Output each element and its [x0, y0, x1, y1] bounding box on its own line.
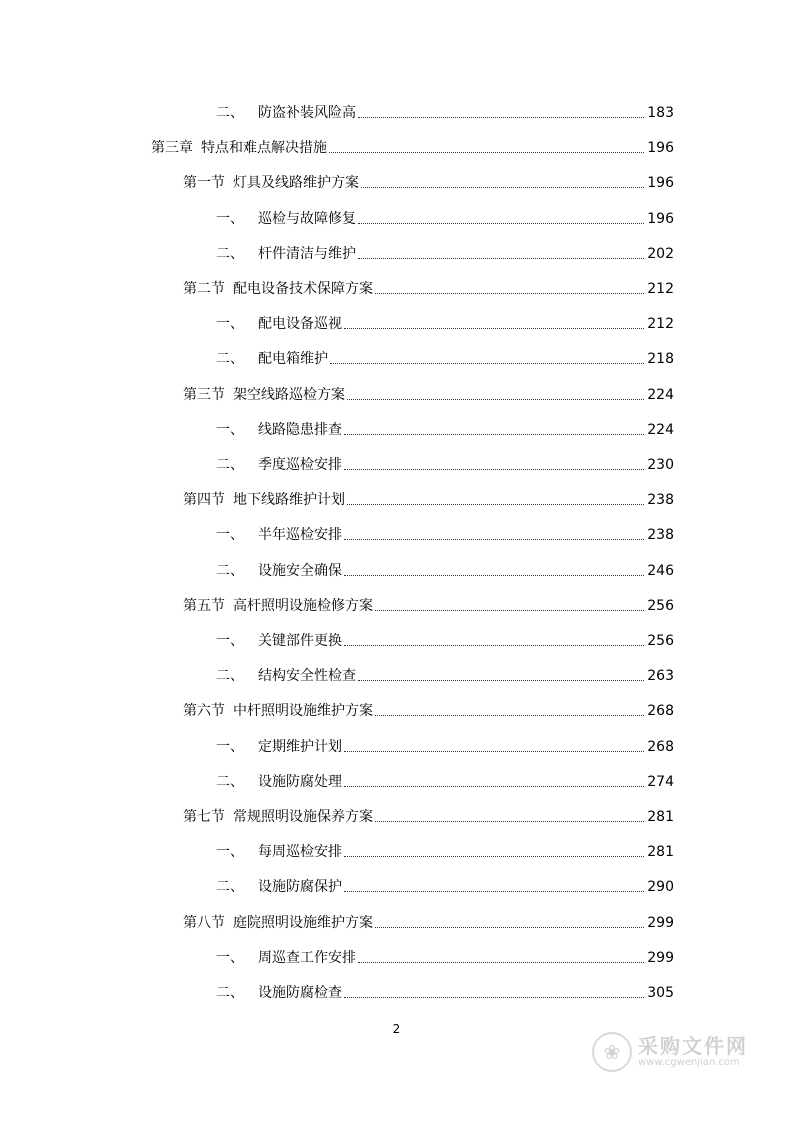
toc-leader-dots — [344, 997, 644, 998]
toc-entry-number: 二、 — [216, 774, 244, 790]
toc-entry[interactable] — [183, 170, 674, 192]
toc-entry-number: 一、 — [216, 844, 244, 860]
toc-entry-page: 281 — [647, 844, 674, 860]
toc-leader-dots — [344, 856, 644, 857]
toc-entry-title: 设施防腐检查 — [258, 985, 342, 1001]
toc-entry-number: 二、 — [216, 985, 244, 1001]
toc-entry[interactable] — [183, 276, 674, 298]
toc-entry-title: 特点和难点解决措施 — [201, 140, 327, 156]
toc-entry-number: 第七节 — [183, 809, 225, 825]
toc-entry-title: 常规照明设施保养方案 — [233, 809, 373, 825]
toc-entry-page: 196 — [647, 175, 674, 191]
toc-entry[interactable] — [216, 945, 674, 967]
toc-entry-title: 周巡查工作安排 — [258, 950, 356, 966]
toc-entry-title: 设施防腐处理 — [258, 774, 342, 790]
watermark-name: 采购文件网 — [638, 1034, 748, 1058]
toc-entry[interactable] — [183, 382, 674, 404]
toc-entry-title: 灯具及线路维护方案 — [233, 175, 359, 191]
toc-entry[interactable] — [216, 734, 674, 756]
toc-leader-dots — [375, 715, 644, 716]
toc-entry-page: 224 — [647, 422, 674, 438]
toc-entry-title: 防盗补装风险高 — [258, 105, 356, 121]
toc-entry-title: 地下线路维护计划 — [233, 492, 345, 508]
toc-entry-page: 183 — [647, 105, 674, 121]
toc-entry-title: 配电箱维护 — [258, 351, 328, 367]
toc-entry-title: 杆件清洁与维护 — [258, 246, 356, 262]
toc-leader-dots — [344, 328, 644, 329]
toc-entry-title: 半年巡检安排 — [258, 527, 342, 543]
toc-entry-number: 一、 — [216, 739, 244, 755]
toc-entry-number: 第六节 — [183, 703, 225, 719]
toc-leader-dots — [358, 680, 644, 681]
toc-entry-title: 高杆照明设施检修方案 — [233, 598, 373, 614]
toc-leader-dots — [375, 927, 644, 928]
toc-entry-page: 218 — [647, 351, 674, 367]
toc-entry-title: 中杆照明设施维护方案 — [233, 703, 373, 719]
toc-entry-page: 212 — [647, 316, 674, 332]
toc-entry-title: 关键部件更换 — [258, 633, 342, 649]
toc-leader-dots — [344, 434, 644, 435]
toc-entry-title: 线路隐患排查 — [258, 422, 342, 438]
toc-entry-page: 202 — [647, 246, 674, 262]
toc-leader-dots — [344, 539, 644, 540]
toc-leader-dots — [358, 258, 644, 259]
toc-entry-page: 238 — [647, 527, 674, 543]
toc-entry-title: 定期维护计划 — [258, 739, 342, 755]
toc-entry-page: 305 — [647, 985, 674, 1001]
toc-entry[interactable] — [216, 346, 674, 368]
toc-entry-number: 第三章 — [151, 140, 193, 156]
toc-entry-page: 256 — [647, 633, 674, 649]
toc-entry-page: 274 — [647, 774, 674, 790]
toc-entry-title: 结构安全性检查 — [258, 668, 356, 684]
toc-entry[interactable] — [216, 874, 674, 896]
toc-entry-page: 263 — [647, 668, 674, 684]
toc-entry[interactable] — [216, 241, 674, 263]
toc-entry[interactable] — [216, 628, 674, 650]
toc-leader-dots — [358, 962, 644, 963]
toc-entry[interactable] — [216, 839, 674, 861]
toc-entry[interactable] — [183, 593, 674, 615]
toc-leader-dots — [344, 891, 644, 892]
toc-entry-title: 配电设备巡视 — [258, 316, 342, 332]
toc-entry[interactable] — [216, 769, 674, 791]
toc-entry-number: 一、 — [216, 422, 244, 438]
toc-leader-dots — [344, 786, 644, 787]
toc-leader-dots — [358, 223, 644, 224]
toc-entry[interactable] — [183, 910, 674, 932]
toc-entry[interactable] — [183, 698, 674, 720]
toc-entry[interactable] — [216, 663, 674, 685]
toc-entry-title: 巡检与故障修复 — [258, 211, 356, 227]
toc-entry-number: 第四节 — [183, 492, 225, 508]
toc-entry-page: 290 — [647, 879, 674, 895]
toc-entry[interactable] — [183, 804, 674, 826]
toc-leader-dots — [358, 117, 644, 118]
toc-entry-number: 第一节 — [183, 175, 225, 191]
toc-leader-dots — [347, 399, 644, 400]
toc-entry[interactable] — [183, 487, 674, 509]
toc-entry-page: 299 — [647, 950, 674, 966]
toc-entry-number: 一、 — [216, 527, 244, 543]
toc-entry-number: 一、 — [216, 316, 244, 332]
toc-entry-title: 设施防腐保护 — [258, 879, 342, 895]
toc-leader-dots — [344, 751, 644, 752]
toc-entry-title: 季度巡检安排 — [258, 457, 342, 473]
toc-entry-page: 246 — [647, 563, 674, 579]
toc-entry-title: 庭院照明设施维护方案 — [233, 915, 373, 931]
toc-entry-page: 238 — [647, 492, 674, 508]
toc-entry[interactable] — [216, 417, 674, 439]
toc-entry-number: 二、 — [216, 457, 244, 473]
toc-entry-number: 一、 — [216, 633, 244, 649]
toc-entry-page: 268 — [647, 739, 674, 755]
toc-entry[interactable] — [216, 522, 674, 544]
toc-entry-number: 一、 — [216, 950, 244, 966]
toc-entry-page: 256 — [647, 598, 674, 614]
toc-entry-page: 268 — [647, 703, 674, 719]
toc-entry-number: 二、 — [216, 563, 244, 579]
toc-leader-dots — [375, 293, 644, 294]
toc-leader-dots — [344, 469, 644, 470]
toc-leader-dots — [375, 821, 644, 822]
toc-entry-page: 230 — [647, 457, 674, 473]
toc-entry-title: 配电设备技术保障方案 — [233, 281, 373, 297]
watermark — [592, 1030, 752, 1074]
toc-entry-number: 第五节 — [183, 598, 225, 614]
toc-entry[interactable] — [216, 311, 674, 333]
page-number: 2 — [392, 1022, 401, 1036]
toc-leader-dots — [344, 645, 644, 646]
toc-entry[interactable] — [216, 558, 674, 580]
toc-entry[interactable] — [216, 206, 674, 228]
toc-entry-number: 二、 — [216, 246, 244, 262]
toc-entry-number: 二、 — [216, 668, 244, 684]
toc-leader-dots — [344, 575, 644, 576]
toc-entry-number: 一、 — [216, 211, 244, 227]
watermark-url: www.cgwenjian.com — [638, 1057, 740, 1068]
toc-leader-dots — [361, 187, 644, 188]
toc-leader-dots — [347, 504, 644, 505]
toc-entry-page: 299 — [647, 915, 674, 931]
toc-entry-title: 架空线路巡检方案 — [233, 387, 345, 403]
toc-entry[interactable] — [216, 452, 674, 474]
toc-entry-number: 二、 — [216, 879, 244, 895]
toc-entry-number: 二、 — [216, 351, 244, 367]
toc-entry-title: 每周巡检安排 — [258, 844, 342, 860]
toc-leader-dots — [375, 610, 644, 611]
toc-entry-page: 196 — [647, 140, 674, 156]
toc-entry-title: 设施安全确保 — [258, 563, 342, 579]
toc-entry[interactable] — [216, 980, 674, 1002]
toc-entry[interactable] — [151, 135, 674, 157]
toc-entry-number: 第三节 — [183, 387, 225, 403]
toc-entry-page: 281 — [647, 809, 674, 825]
toc-entry-page: 196 — [647, 211, 674, 227]
toc-entry-number: 第八节 — [183, 915, 225, 931]
toc-leader-dots — [329, 152, 644, 153]
toc-entry-page: 212 — [647, 281, 674, 297]
toc-leader-dots — [330, 363, 644, 364]
toc-entry-number: 二、 — [216, 105, 244, 121]
toc-entry-number: 第二节 — [183, 281, 225, 297]
logo-icon: ❀ — [592, 1032, 632, 1072]
toc-entry-page: 224 — [647, 387, 674, 403]
toc-entry[interactable] — [216, 100, 674, 122]
